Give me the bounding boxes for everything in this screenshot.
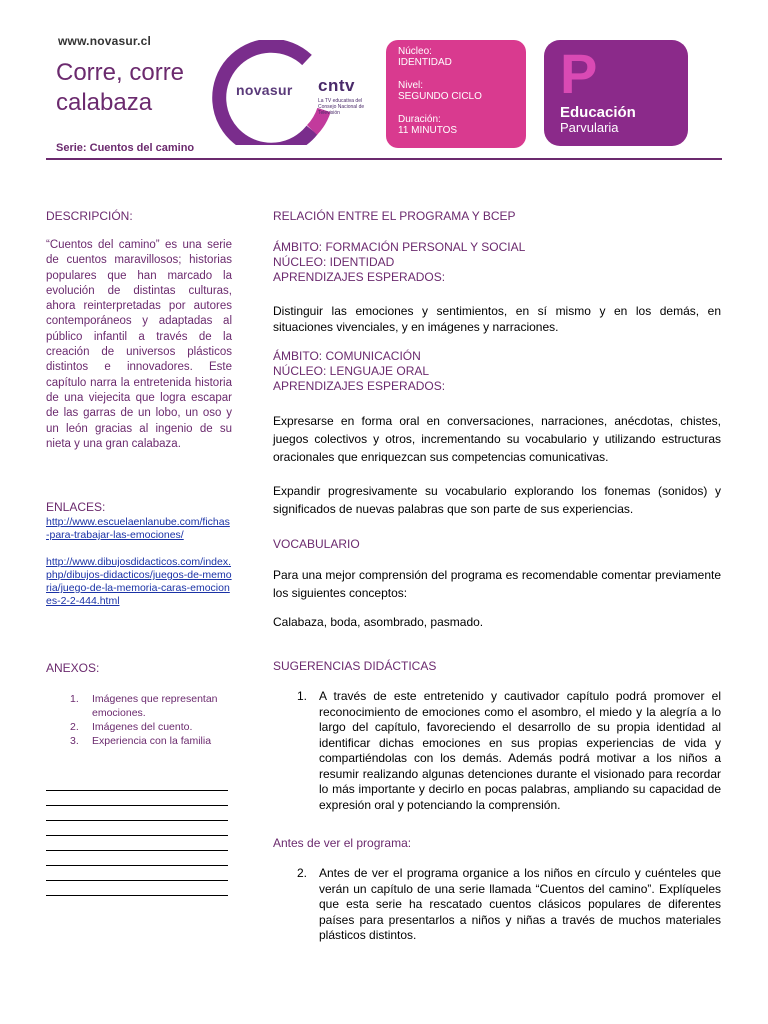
- note-line: [46, 850, 228, 851]
- before-program-heading: Antes de ver el programa:: [273, 836, 412, 850]
- nucleo-value: IDENTIDAD: [398, 57, 452, 68]
- relation-heading: RELACIÓN ENTRE EL PROGRAMA Y BCEP: [273, 209, 516, 223]
- duracion-value: 11 MINUTOS: [398, 125, 458, 136]
- suggestion-number: 2.: [297, 866, 308, 880]
- ambito-1: ÁMBITO: FORMACIÓN PERSONAL Y SOCIAL: [273, 240, 526, 254]
- title-line-2: calabaza: [56, 89, 153, 116]
- aprendizajes-1-label: APRENDIZAJES ESPERADOS:: [273, 270, 446, 284]
- vocabulary-heading: VOCABULARIO: [273, 537, 360, 551]
- nucleo-2: NÚCLEO: LENGUAJE ORAL: [273, 364, 430, 378]
- edu-line-2: Parvularia: [560, 120, 619, 135]
- annex-item: [70, 720, 240, 734]
- link-dibujosdidacticos[interactable]: http://www.dibujosdidacticos.com/index.php/dibujos-didacticos/juegos-de-memoria/juego-de-la-memoria-caras-emociones-2-2-444.html: [46, 556, 232, 607]
- note-line: [46, 820, 228, 821]
- aprendizaje-2-text: Expresarse en forma oral en conversaciones, narraciones, anécdotas, chistes, juegos colectivos y otros, incrementando su vocabulario y utilizando estructuras oracionales que enriquezcan sus competencias comunicativas.: [273, 414, 721, 464]
- aprendizaje-1-text: Distinguir las emociones y sentimientos, en sí mismo y en los demás, en situaciones vivenciales, y en imágenes y narraciones.: [273, 304, 721, 334]
- novasur-logo-text: novasur: [236, 82, 293, 98]
- page-title: [56, 58, 184, 118]
- annex-item: [70, 734, 240, 748]
- series-label: Serie: Cuentos del camino: [56, 142, 195, 154]
- annex-text: Imágenes que representan emociones.: [92, 693, 218, 719]
- ambito-2: ÁMBITO: COMUNICACIÓN: [273, 349, 421, 363]
- duracion-label: Duración:: [398, 114, 441, 125]
- description-heading: DESCRIPCIÓN:: [46, 209, 133, 223]
- link-list: [46, 516, 232, 608]
- annex-item: [70, 692, 240, 720]
- suggestions-heading: SUGERENCIAS DIDÁCTICAS: [273, 659, 437, 673]
- site-url: www.novasur.cl: [58, 34, 152, 48]
- annex-heading: ANEXOS:: [46, 661, 100, 675]
- nivel-value: SEGUNDO CICLO: [398, 91, 482, 102]
- suggestion-text: A través de este entretenido y cautivador capítulo podrá promover el reconocimiento de emociones como el asombro, el miedo y la alegría a lo largo del capítulo, favoreciendo el desarrollo de su propia identidad al identificar dichas emociones en sus propias experiencias de vida y compartiéndolas con los demás. Además podrá motivar a los niños a resumir realizando algunas detenciones durante el visionado para recordar lo más importante y decirlo en pocas palabras, ampliando su capacidad de expresión oral y potenciando la comprensión.: [319, 689, 721, 812]
- aprendizajes-2-label: APRENDIZAJES ESPERADOS:: [273, 379, 446, 393]
- ambito-1-block: [273, 240, 721, 285]
- suggestion-text: Antes de ver el programa organice a los niños en círculo y cuénteles que verán un capítulo de una serie llamada “Cuentos del camino”. Explíqueles que esta serie ha rescatado cuentos clásicos populares de diferentes países para presentarlos a niños y niñas a través de muchos materiales plásticos distintos.: [319, 866, 721, 942]
- level-letter: P: [560, 42, 598, 105]
- annex-number: 3.: [70, 735, 79, 747]
- ambito-2-block: [273, 349, 721, 394]
- annex-number: 1.: [70, 693, 79, 705]
- note-line: [46, 865, 228, 866]
- program-info-box: [386, 40, 526, 148]
- suggestion-item-1: [297, 689, 721, 813]
- links-heading: ENLACES:: [46, 500, 106, 514]
- annex-text: Imágenes del cuento.: [92, 721, 193, 733]
- nucleo-label: Núcleo:: [398, 46, 432, 57]
- title-line-1: Corre, corre: [56, 59, 185, 86]
- nivel-label: Nivel:: [398, 80, 424, 91]
- link-escuelaenlanube[interactable]: http://www.escuelaenlanube.com/fichas-para-trabajar-las-emociones/: [46, 516, 230, 541]
- suggestion-number: 1.: [297, 689, 308, 703]
- annex-text: Experiencia con la familia: [92, 735, 212, 747]
- vocabulary-words: Calabaza, boda, asombrado, pasmado.: [273, 615, 484, 629]
- nucleo-1: NÚCLEO: IDENTIDAD: [273, 255, 395, 269]
- note-line: [46, 895, 228, 896]
- aprendizaje-3-text: Expandir progresivamente su vocabulario explorando los fonemas (sonidos) y significados de nuevas palabras que son parte de sus experiencias.: [273, 484, 721, 516]
- educacion-parvularia-badge: [544, 40, 688, 146]
- cntv-tagline: La TV educativa del Consejo Nacional de Televisión: [318, 98, 365, 116]
- note-line: [46, 880, 228, 881]
- vocabulary-intro: Para una mejor comprensión del programa es recomendable comentar previamente los siguientes conceptos:: [273, 568, 721, 600]
- note-line: [46, 805, 228, 806]
- note-line: [46, 790, 228, 791]
- annex-list: [70, 692, 240, 748]
- note-line: [46, 835, 228, 836]
- annex-number: 2.: [70, 721, 79, 733]
- description-text: “Cuentos del camino” es una serie de cuentos maravillosos; historias populares que han marcado la evolución de distintas culturas, ahora reinterpretadas por autores contemporáneos y adaptadas al público infantil a través de la creación de universos plásticos distintos e innovadores. Este capítulo narra la entretenida historia de una viejecita que logra escapar de las garras de un lobo, un oso y un león gracias al ingenio de su nieta y una gran calabaza.: [46, 239, 232, 450]
- suggestion-item-2: [297, 866, 721, 944]
- header-divider: [46, 158, 722, 160]
- edu-line-1: Educación: [560, 104, 636, 121]
- cntv-logo-text: cntv: [318, 76, 355, 95]
